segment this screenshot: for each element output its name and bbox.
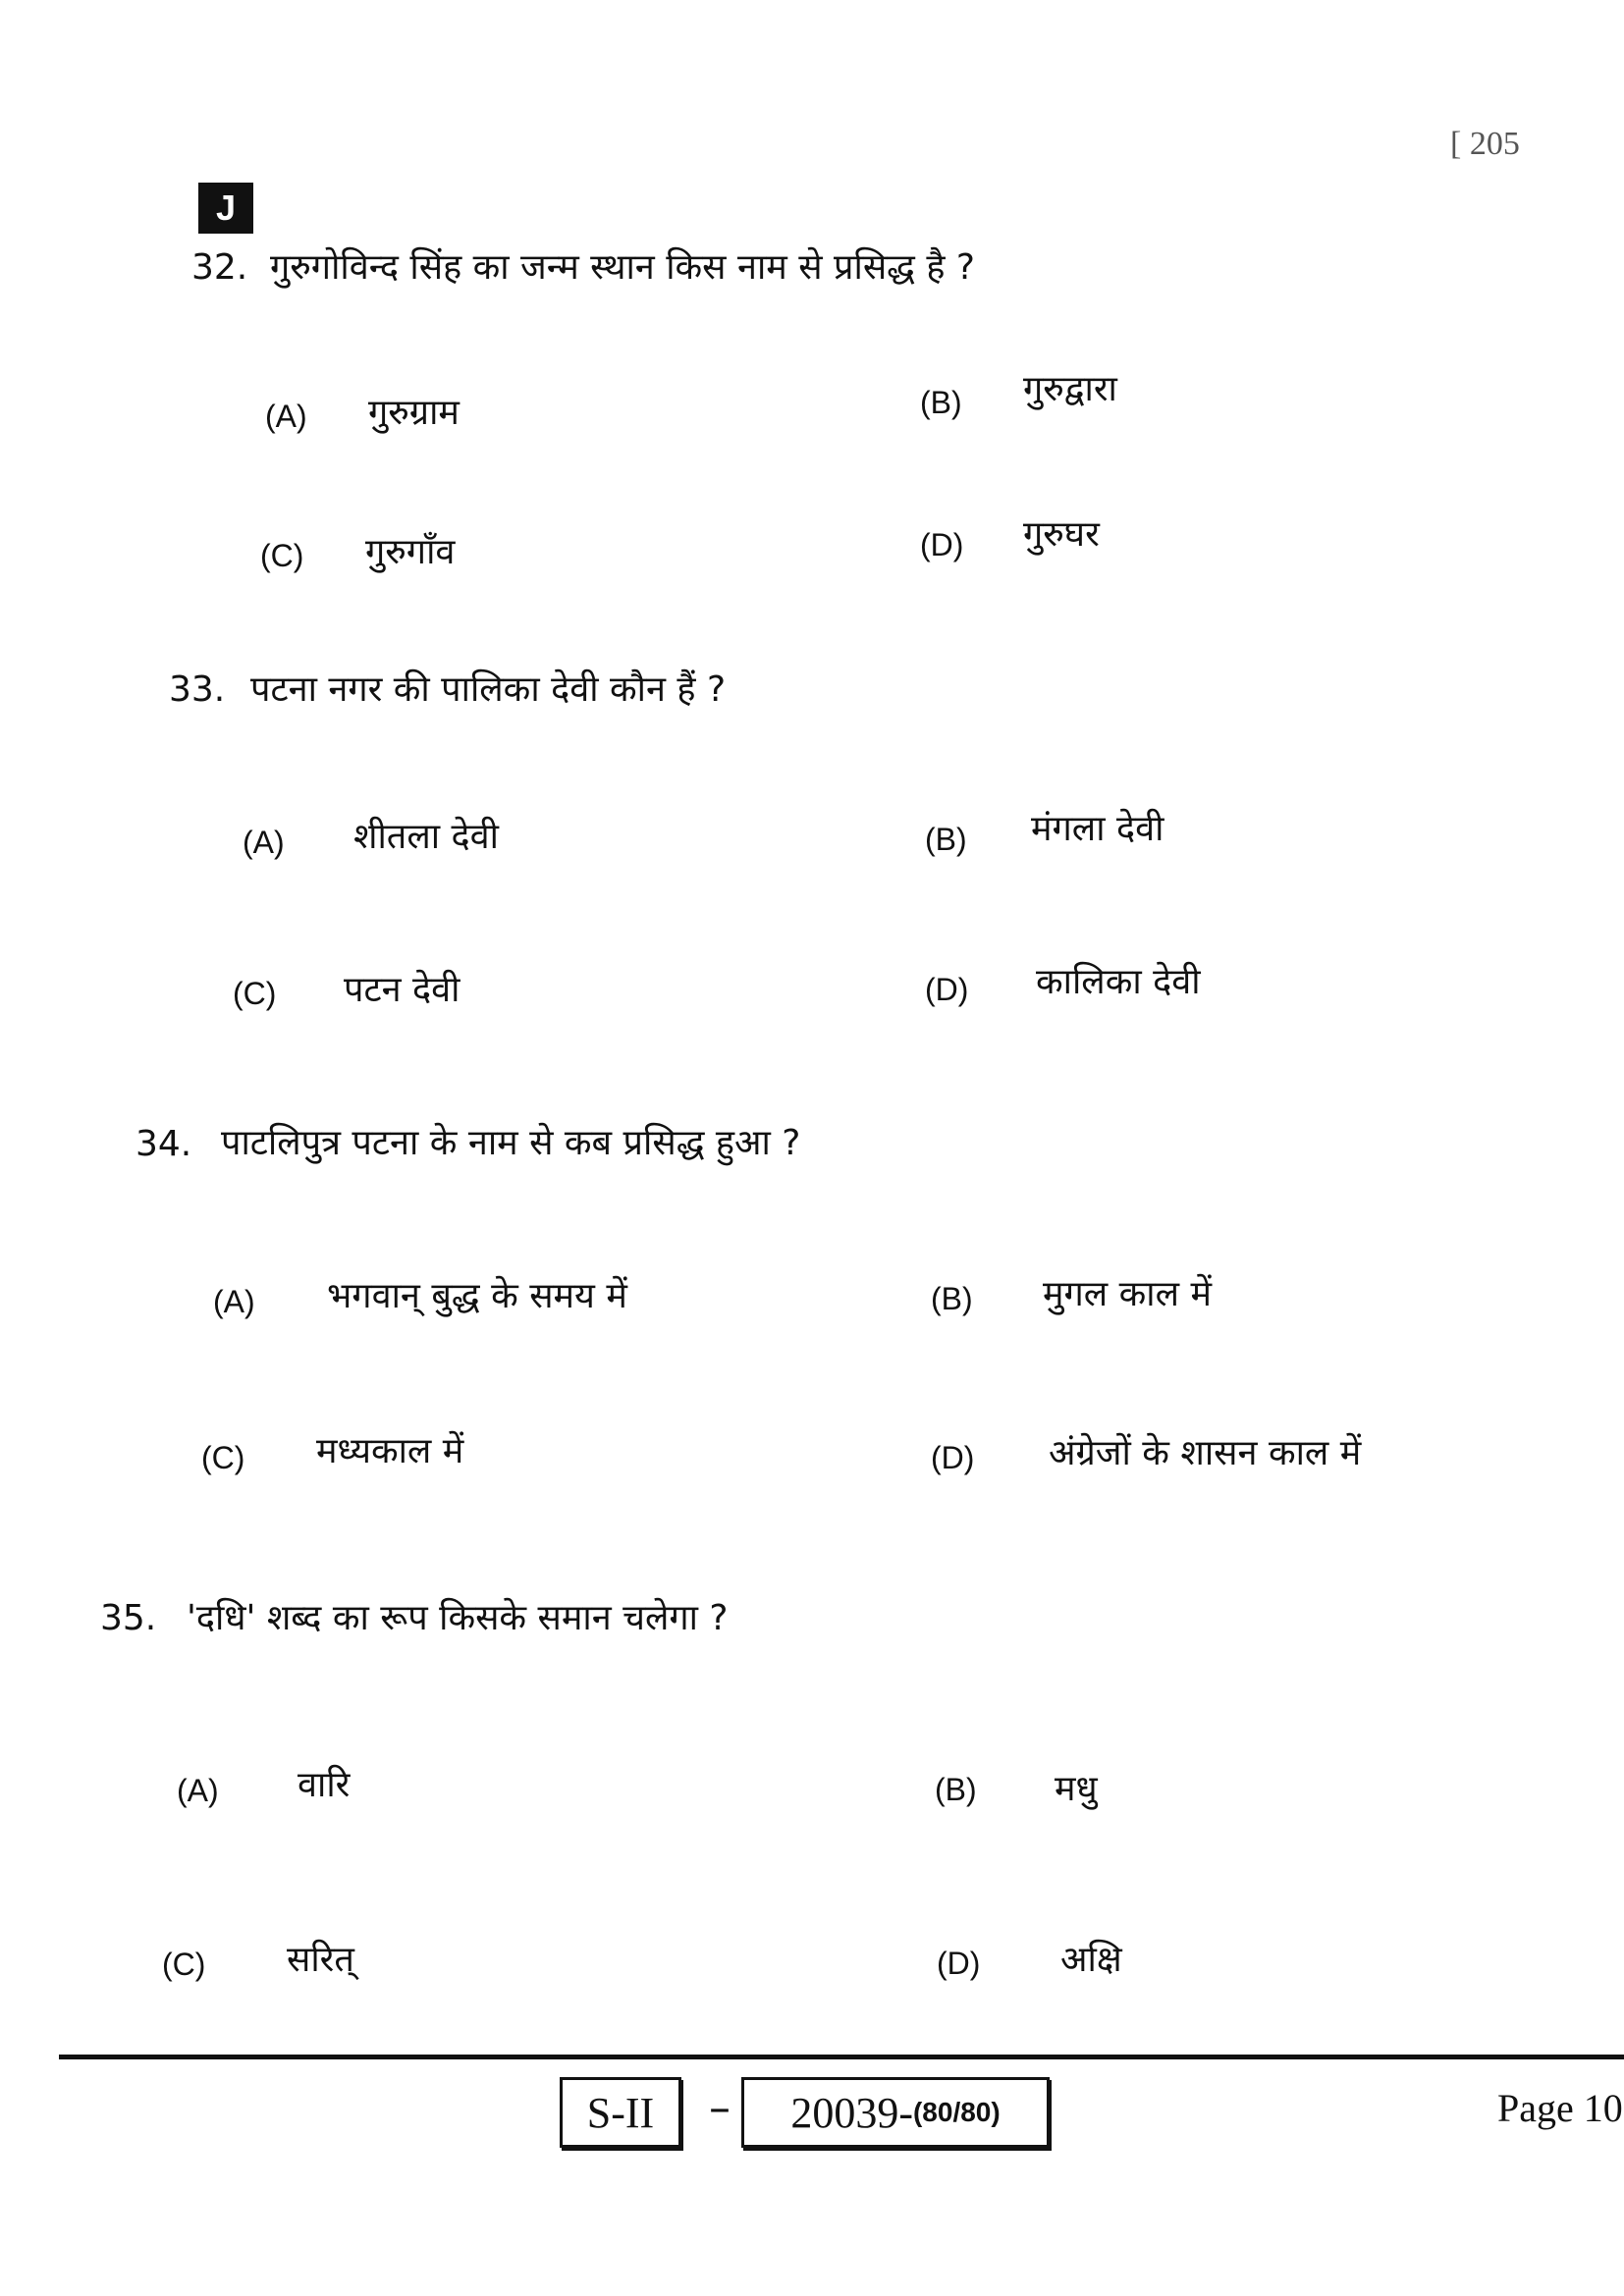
question-number: 34. bbox=[135, 1124, 192, 1164]
question-text: पाटलिपुत्र पटना के नाम से कब प्रसिद्ध हुआ ? bbox=[221, 1123, 801, 1163]
option-label: (C) bbox=[162, 1947, 206, 1982]
option-text: गुरुग्राम bbox=[368, 393, 460, 433]
option-label: (B) bbox=[925, 822, 967, 857]
question-text: गुरुगोविन्द सिंह का जन्म स्थान किस नाम से प्रसिद्ध है ? bbox=[270, 247, 976, 288]
option-label: (A) bbox=[213, 1284, 255, 1319]
question-text: पटना नगर की पालिका देवी कौन हैं ? bbox=[250, 669, 727, 710]
option-label: (C) bbox=[260, 538, 304, 573]
option-text: मंगला देवी bbox=[1031, 809, 1164, 849]
option-text: गुरुगाँव bbox=[365, 532, 456, 572]
option-text: पटन देवी bbox=[344, 970, 460, 1010]
option-label: (B) bbox=[931, 1281, 973, 1316]
page-number: Page 10 bbox=[1497, 2086, 1623, 2130]
set-code-badge: J bbox=[198, 183, 253, 234]
option-label: (D) bbox=[931, 1440, 975, 1475]
option-text: गुरुद्वारा bbox=[1023, 369, 1117, 409]
option-text: सरित् bbox=[287, 1940, 354, 1980]
footer-dash: – bbox=[709, 2083, 731, 2133]
option-text: अंग्रेजों के शासन काल में bbox=[1049, 1433, 1362, 1473]
option-text: वारि bbox=[298, 1765, 351, 1805]
question-number: 32. bbox=[191, 247, 248, 288]
option-label: (C) bbox=[233, 976, 277, 1011]
option-text: मधु bbox=[1055, 1769, 1098, 1809]
footer-divider bbox=[59, 2055, 1624, 2059]
question-number: 35. bbox=[100, 1598, 157, 1638]
option-text: मुगल काल में bbox=[1043, 1274, 1212, 1314]
option-label: (A) bbox=[243, 825, 285, 860]
option-text: कालिका देवी bbox=[1036, 962, 1201, 1002]
option-text: शीतला देवी bbox=[353, 817, 499, 857]
option-label: (B) bbox=[920, 385, 962, 420]
option-label: (D) bbox=[920, 527, 964, 562]
paper-code: 20039- bbox=[790, 2088, 913, 2137]
series-code: S-II bbox=[586, 2088, 655, 2137]
option-text: मध्यकाल में bbox=[316, 1431, 464, 1471]
page-count: (80/80) bbox=[912, 2097, 1001, 2127]
option-text: अक्षि bbox=[1060, 1940, 1122, 1980]
option-label: (A) bbox=[177, 1773, 219, 1808]
option-text: गुरुघर bbox=[1023, 514, 1100, 555]
option-label: (A) bbox=[265, 399, 307, 434]
option-label: (D) bbox=[925, 972, 969, 1007]
series-box bbox=[560, 2077, 681, 2148]
question-number: 33. bbox=[169, 669, 226, 710]
page-reference: [ 205 bbox=[1450, 126, 1520, 162]
paper-code-box bbox=[741, 2077, 1050, 2148]
question-text: 'दधि' शब्द का रूप किसके समान चलेगा ? bbox=[187, 1598, 729, 1638]
option-label: (C) bbox=[201, 1440, 245, 1475]
option-text: भगवान् बुद्ध के समय में bbox=[327, 1276, 627, 1316]
option-label: (D) bbox=[937, 1946, 981, 1981]
option-label: (B) bbox=[935, 1772, 977, 1807]
